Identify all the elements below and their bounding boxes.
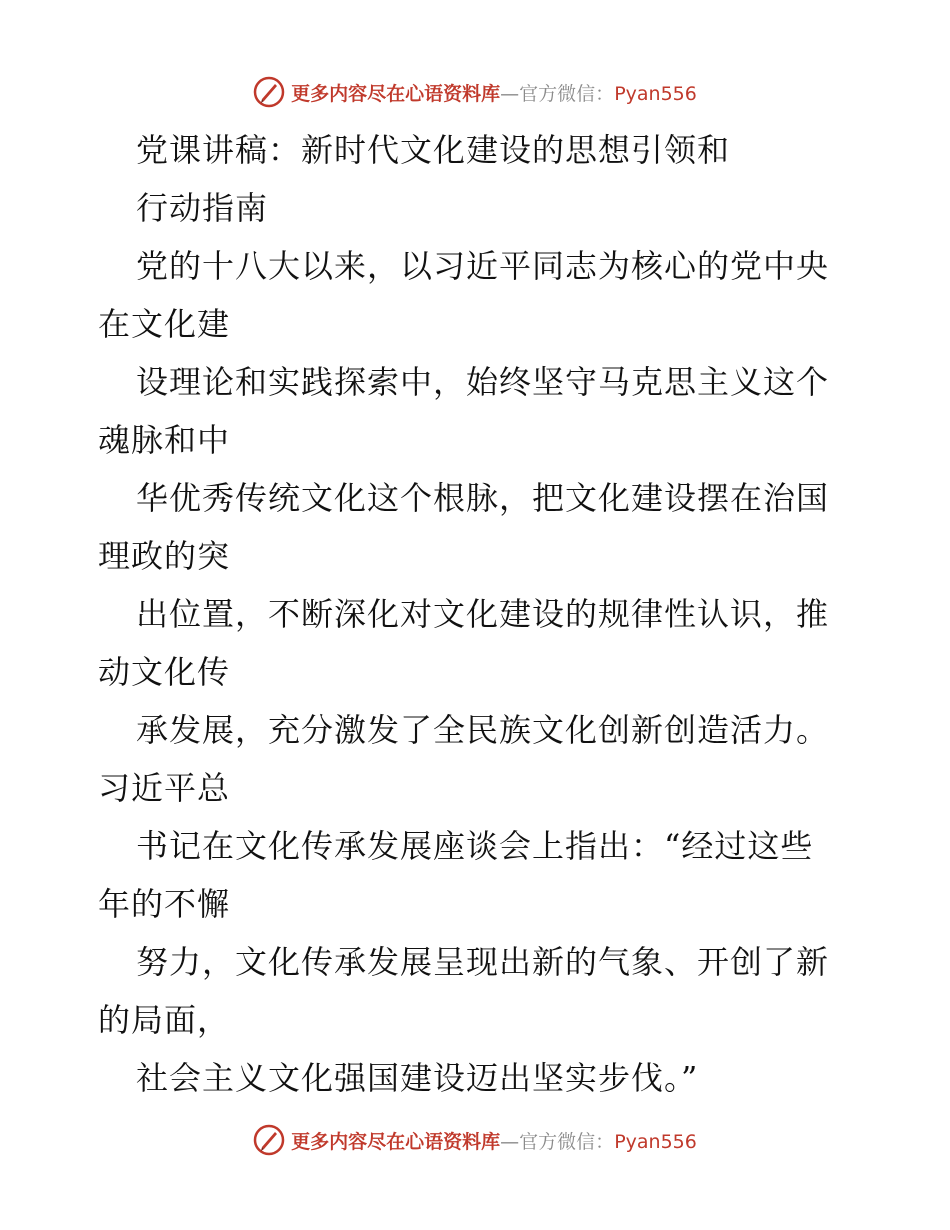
watermark-text	[291, 1127, 697, 1154]
paragraph-line: 承发展，充分激发了全民族文化创新创造活力。	[136, 711, 830, 749]
document-title-line-2: 行动指南	[136, 189, 269, 227]
paragraph-line: 习近平总	[98, 769, 231, 807]
paragraph-line: 动文化传	[98, 653, 231, 691]
header-watermark	[0, 72, 950, 112]
watermark-colon: ：	[595, 1130, 615, 1153]
watermark-site: 更多内容尽在心语资料库	[291, 1130, 501, 1153]
paragraph-line: 书记在文化传承发展座谈会上指出：“经过这些	[136, 827, 814, 865]
watermark-site: 更多内容尽在心语资料库	[291, 82, 501, 105]
watermark-label: 官方微信	[519, 82, 596, 105]
paragraph-line: 出位置，不断深化对文化建设的规律性认识，推	[136, 595, 830, 633]
paragraph-line: 华优秀传统文化这个根脉，把文化建设摆在治国	[136, 479, 830, 517]
paragraph-line: 设理论和实践探索中，始终坚守马克思主义这个	[136, 363, 830, 401]
paragraph-line: 理政的突	[98, 537, 231, 575]
paragraph-line: 努力，文化传承发展呈现出新的气象、开创了新	[136, 943, 830, 981]
pen-quill-icon	[253, 1124, 285, 1156]
watermark-dash: —	[500, 82, 520, 105]
document-title-line-1: 党课讲稿：新时代文化建设的思想引领和	[136, 131, 731, 169]
pen-quill-icon	[253, 76, 285, 108]
footer-watermark	[0, 1120, 950, 1160]
paragraph-line: 在文化建	[98, 305, 231, 343]
watermark-text	[291, 79, 697, 106]
paragraph-line: 党的十八大以来，以习近平同志为核心的党中央	[136, 247, 830, 285]
watermark-colon: ：	[595, 82, 615, 105]
watermark-wechat-id: Pyan556	[614, 1130, 697, 1153]
watermark-wechat-id: Pyan556	[614, 82, 697, 105]
watermark-label: 官方微信	[519, 1130, 596, 1153]
watermark-dash: —	[500, 1130, 520, 1153]
paragraph-line: 魂脉和中	[98, 421, 231, 459]
paragraph-line: 社会主义文化强国建设迈出坚实步伐。”	[136, 1059, 699, 1097]
paragraph-line: 的局面，	[98, 1001, 231, 1039]
paragraph-line: 年的不懈	[98, 885, 231, 923]
